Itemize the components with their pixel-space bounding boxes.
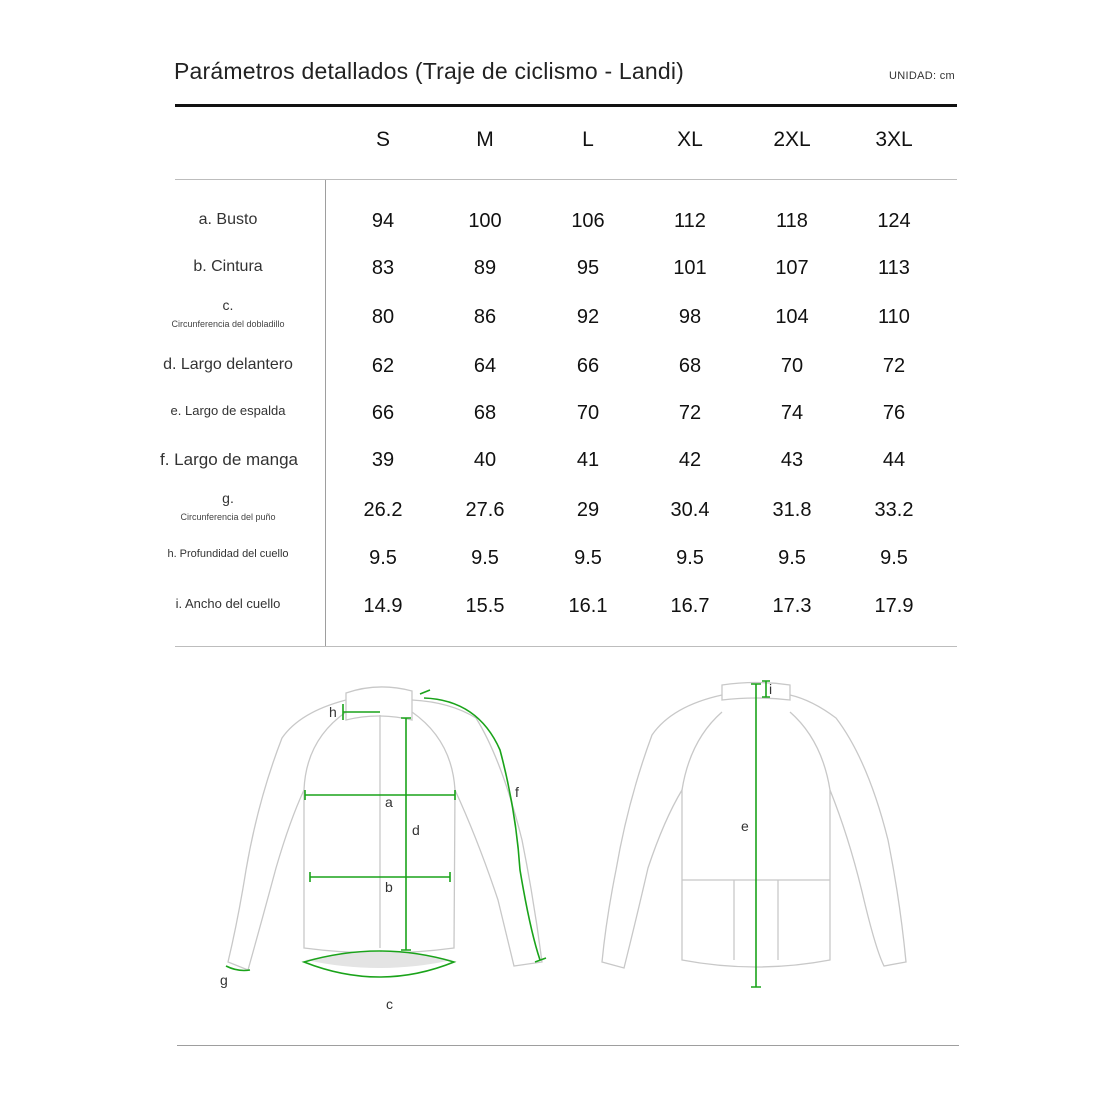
table-cell: 64 [473, 355, 497, 377]
table-cell: 113 [878, 257, 910, 279]
back-jersey-outline [602, 683, 906, 969]
table-cell: 68 [678, 355, 702, 377]
marker-g: g [220, 972, 228, 988]
table-cell: 80 [371, 306, 395, 328]
table-cell: 31.8 [772, 499, 812, 521]
hem-fill [306, 952, 452, 968]
table-cell: 9.5 [676, 547, 704, 569]
page-title: Parámetros detallados (Traje de ciclismo - Landi) [174, 58, 685, 84]
table-cell: 16.7 [670, 595, 710, 617]
table-cell: 100 [468, 210, 502, 232]
table-cell: 9.5 [880, 547, 908, 569]
table-cell: 92 [576, 306, 600, 328]
row-label-text: f. Largo de manga [160, 450, 298, 469]
table-cell: 9.5 [471, 547, 499, 569]
marker-i: i [769, 681, 773, 697]
table-cell: 26.2 [363, 499, 403, 521]
marker-c: c [386, 996, 393, 1012]
table-cell: 62 [371, 355, 395, 377]
table-cell: 40 [473, 449, 497, 471]
table-cell: 106 [571, 210, 605, 232]
row-label-text: a. Busto [198, 211, 258, 228]
table-cell: 86 [473, 306, 497, 328]
table-cell: 118 [776, 210, 808, 232]
table-cell: 41 [576, 449, 600, 471]
table-cell: 98 [678, 306, 702, 328]
table-cell: 74 [780, 402, 804, 424]
row-label-text: d. Largo delantero [163, 356, 293, 373]
table-cell: 66 [576, 355, 600, 377]
table-cell: 70 [576, 402, 600, 424]
table-cell: 124 [877, 210, 911, 232]
size-header-2xl: 2XL [773, 128, 811, 151]
table-cell: 9.5 [574, 547, 602, 569]
measure-line-f [424, 698, 540, 960]
row-label-subtext: Circunferencia del puño [180, 512, 276, 522]
row-label-text: i. Ancho del cuello [175, 596, 281, 611]
page-bottom-rule [177, 1045, 959, 1046]
row-label-text: g. [222, 490, 234, 506]
row-label-text: e. Largo de espalda [170, 403, 286, 418]
row-label-text: h. Profundidad del cuello [167, 548, 289, 560]
marker-a: a [385, 794, 393, 810]
table-cell: 72 [882, 355, 906, 377]
table-cell: 70 [780, 355, 804, 377]
table-cell: 44 [882, 449, 906, 471]
front-jersey-outline [228, 687, 542, 970]
marker-b: b [385, 879, 393, 895]
marker-e: e [741, 818, 749, 834]
table-cell: 16.1 [568, 595, 608, 617]
table-cell: 68 [473, 402, 497, 424]
table-cell: 15.5 [465, 595, 505, 617]
table-cell: 42 [678, 449, 702, 471]
table-cell: 110 [878, 306, 910, 328]
table-cell: 9.5 [778, 547, 806, 569]
table-cell: 83 [371, 257, 395, 279]
table-cell: 43 [780, 449, 804, 471]
row-label-text: b. Cintura [193, 258, 263, 275]
table-cell: 29 [576, 499, 600, 521]
size-header-s: S [375, 128, 390, 151]
marker-h: h [329, 704, 337, 720]
table-cell: 101 [673, 257, 707, 279]
table-cell: 76 [882, 402, 906, 424]
table-cell: 9.5 [369, 547, 397, 569]
table-cell: 17.3 [772, 595, 812, 617]
size-header-xl: XL [677, 128, 703, 151]
table-cell: 33.2 [874, 499, 914, 521]
table-cell: 104 [775, 306, 809, 328]
size-header-m: M [476, 128, 494, 151]
table-cell: 17.9 [874, 595, 914, 617]
table-cell: 39 [371, 449, 395, 471]
table-cell: 89 [473, 257, 497, 279]
table-cell: 94 [371, 210, 395, 232]
marker-f: f [515, 784, 519, 800]
row-label-text: c. [222, 297, 234, 313]
size-header-3xl: 3XL [875, 128, 913, 151]
table-cell: 66 [371, 402, 395, 424]
table-cell: 27.6 [465, 499, 505, 521]
table-cell: 95 [576, 257, 600, 279]
table-cell: 107 [775, 257, 809, 279]
size-header-l: L [582, 128, 594, 151]
table-cell: 112 [674, 210, 706, 232]
table-cell: 14.9 [363, 595, 403, 617]
table-cell: 30.4 [670, 499, 710, 521]
table-cell: 72 [678, 402, 702, 424]
row-label-subtext: Circunferencia del dobladillo [171, 319, 285, 329]
marker-d: d [412, 822, 420, 838]
unit-label: UNIDAD: cm [889, 70, 955, 82]
measurement-lines [226, 681, 773, 987]
